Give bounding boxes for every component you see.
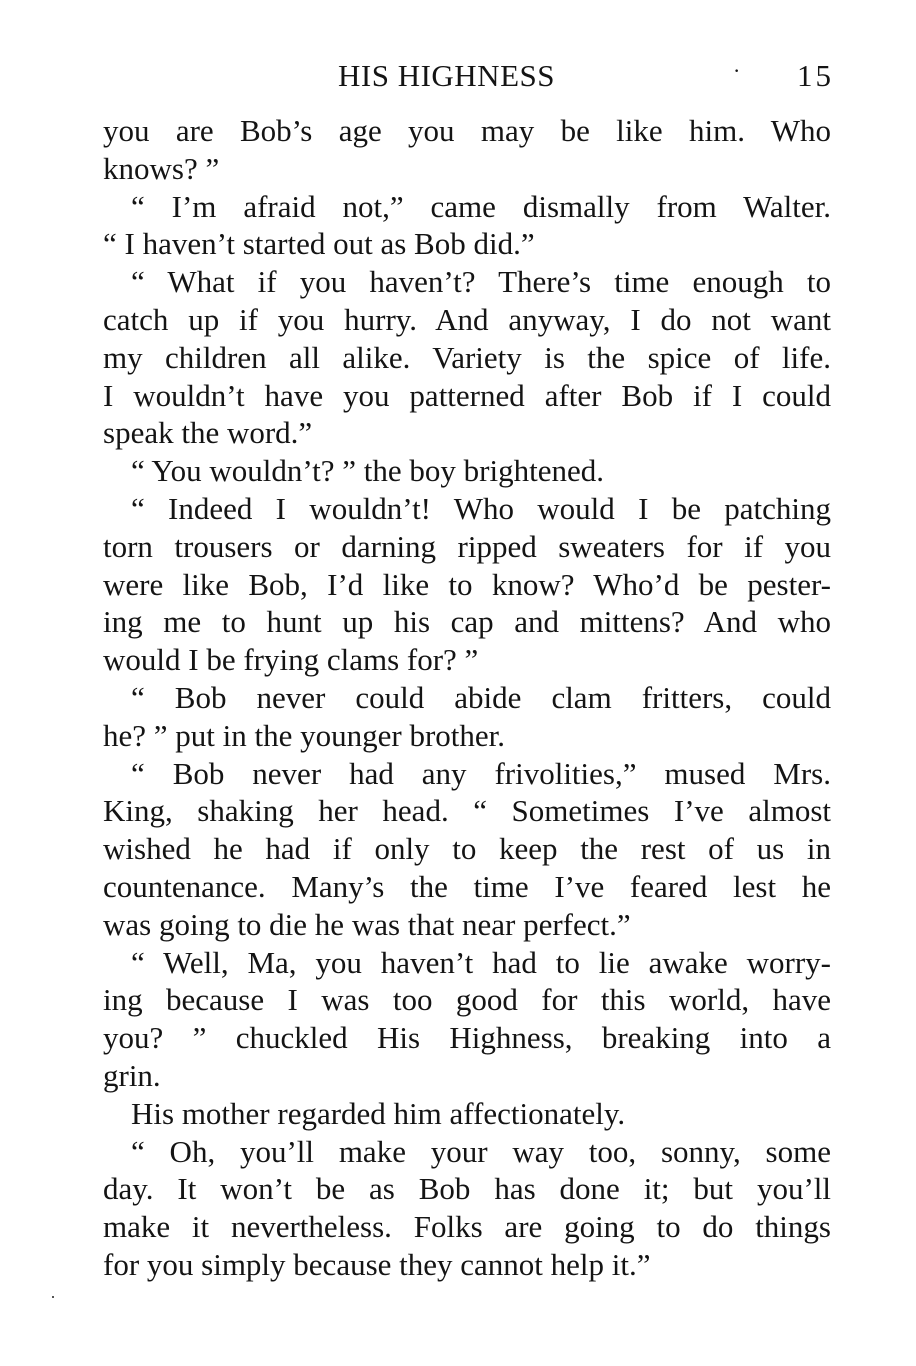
text-line: you are Bob’s age you may be like him. Who bbox=[103, 113, 831, 148]
text-line: “ Indeed I wouldn’t! Who would I be patching bbox=[131, 490, 831, 526]
text-line: torn trousers or darning ripped sweaters for if you bbox=[103, 528, 831, 564]
text-line: you? ” chuckled His Highness, breaking into a bbox=[103, 1020, 831, 1056]
text-line: “ Bob never could abide clam fritters, could bbox=[131, 679, 831, 715]
text-line: speak the word.” bbox=[103, 415, 313, 451]
text-line: were like Bob, I’d like to know? Who’d be pester- bbox=[103, 566, 831, 602]
text-line: ing me to hunt up his cap and mittens? And who bbox=[103, 604, 831, 640]
text-line: “ Bob never had any frivolities,” mused Mrs. bbox=[131, 755, 831, 791]
paper-speck bbox=[52, 1296, 54, 1298]
text-line: “ Well, Ma, you haven’t had to lie awake worry- bbox=[131, 944, 831, 980]
text-line: wished he had if only to keep the rest of us in bbox=[103, 831, 831, 867]
text-line: catch up if you hurry. And anyway, I do not want bbox=[103, 301, 831, 337]
body-text bbox=[103, 112, 831, 1284]
running-head bbox=[0, 58, 916, 98]
text-line: ing because I was too good for this world, have bbox=[103, 982, 831, 1018]
text-line: “ Oh, you’ll make your way too, sonny, some bbox=[131, 1133, 831, 1169]
text-line: “ What if you haven’t? There’s time enough to bbox=[131, 264, 831, 300]
text-line: day. It won’t be as Bob has done it; but you’ll bbox=[103, 1171, 831, 1207]
text-line: His mother regarded him affectionately. bbox=[131, 1095, 626, 1131]
text-line: he? ” put in the younger brother. bbox=[103, 717, 506, 753]
text-line: “ I’m afraid not,” came dismally from Walter. bbox=[131, 188, 831, 224]
text-line: was going to die he was that near perfect.” bbox=[103, 906, 631, 942]
text-line: “ You wouldn’t? ” the boy brightened. bbox=[131, 453, 604, 489]
text-line: my children all alike. Variety is the spice of life. bbox=[103, 339, 831, 375]
page-number: 15 bbox=[797, 58, 834, 93]
text-line: countenance. Many’s the time I’ve feared lest he bbox=[103, 868, 831, 904]
text-line: would I be frying clams for? ” bbox=[103, 642, 479, 678]
text-line: King, shaking her head. “ Sometimes I’ve almost bbox=[103, 793, 831, 829]
running-head-dot: · bbox=[733, 58, 741, 83]
text-line: grin. bbox=[103, 1057, 161, 1093]
running-head-title: HIS HIGHNESS bbox=[338, 58, 555, 93]
text-line: “ I haven’t started out as Bob did.” bbox=[103, 226, 535, 262]
text-line: make it nevertheless. Folks are going to do things bbox=[103, 1209, 831, 1245]
text-line: for you simply because they cannot help it.” bbox=[103, 1246, 651, 1282]
text-line: I wouldn’t have you patterned after Bob if I could bbox=[103, 377, 831, 413]
text-line: knows? ” bbox=[103, 150, 220, 186]
